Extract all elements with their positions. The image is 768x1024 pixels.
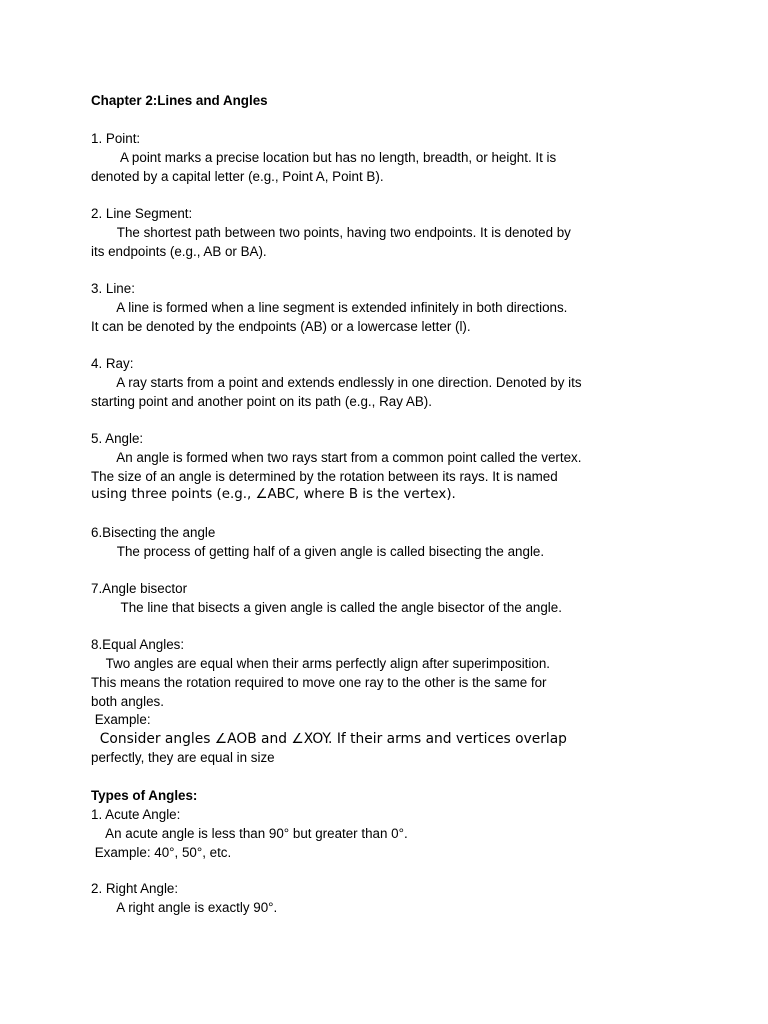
equal-angles-text-line: both angles.: [91, 694, 164, 709]
angle-bisector-heading: 7.Angle bisector: [91, 581, 188, 596]
acute-angle-heading: 1. Acute Angle:: [91, 807, 181, 822]
example-label: Example:: [91, 712, 151, 727]
point-text-line: denoted by a capital letter (e.g., Point A, Point B).: [91, 169, 384, 184]
equal-angles-text-line: Two angles are equal when their arms perfectly align after superimposition.: [91, 656, 550, 671]
angle-text-line: using three points (e.g., ∠ABC, where B is the vertex).: [91, 487, 456, 502]
ray-text-line: starting point and another point on its path (e.g., Ray AB).: [91, 394, 432, 409]
example-text-line: Consider angles ∠AOB and ∠XOY. If their arms and vertices overlap: [91, 731, 567, 747]
bisecting-heading: 6.Bisecting the angle: [91, 525, 216, 540]
acute-angle-example: Example: 40°, 50°, etc.: [91, 845, 232, 860]
line-segment-heading: 2. Line Segment:: [91, 206, 193, 221]
line-heading: 3. Line:: [91, 281, 135, 296]
equal-angles-heading: 8.Equal Angles:: [91, 637, 185, 652]
point-heading: 1. Point:: [91, 131, 141, 146]
angle-bisector-text-line: The line that bisects a given angle is called the angle bisector of the angle.: [91, 600, 562, 615]
angle-text-line: The size of an angle is determined by the rotation between its rays. It is named: [91, 469, 558, 484]
right-angle-text-line: A right angle is exactly 90°.: [91, 900, 278, 915]
line-segment-text-line: its endpoints (e.g., AB or BA).: [91, 244, 267, 259]
line-segment-text-line: The shortest path between two points, having two endpoints. It is denoted by: [91, 225, 571, 240]
example-text-line: perfectly, they are equal in size: [91, 750, 275, 765]
equal-angles-text-line: This means the rotation required to move one ray to the other is the same for: [91, 675, 547, 690]
ray-heading: 4. Ray:: [91, 356, 134, 371]
types-of-angles-heading: Types of Angles:: [91, 788, 198, 803]
angle-heading: 5. Angle:: [91, 431, 144, 446]
line-text-line: It can be denoted by the endpoints (AB) or a lowercase letter (l).: [91, 319, 471, 334]
line-text-line: A line is formed when a line segment is extended infinitely in both directions.: [91, 300, 568, 315]
right-angle-heading: 2. Right Angle:: [91, 881, 179, 896]
chapter-title: Chapter 2:Lines and Angles: [91, 93, 268, 108]
angle-text-line: An angle is formed when two rays start from a common point called the vertex.: [91, 450, 582, 465]
ray-text-line: A ray starts from a point and extends endlessly in one direction. Denoted by its: [91, 375, 582, 390]
point-text-line: A point marks a precise location but has no length, breadth, or height. It is: [91, 150, 557, 165]
acute-angle-text-line: An acute angle is less than 90° but greater than 0°.: [91, 826, 408, 841]
bisecting-text-line: The process of getting half of a given angle is called bisecting the angle.: [91, 544, 545, 559]
